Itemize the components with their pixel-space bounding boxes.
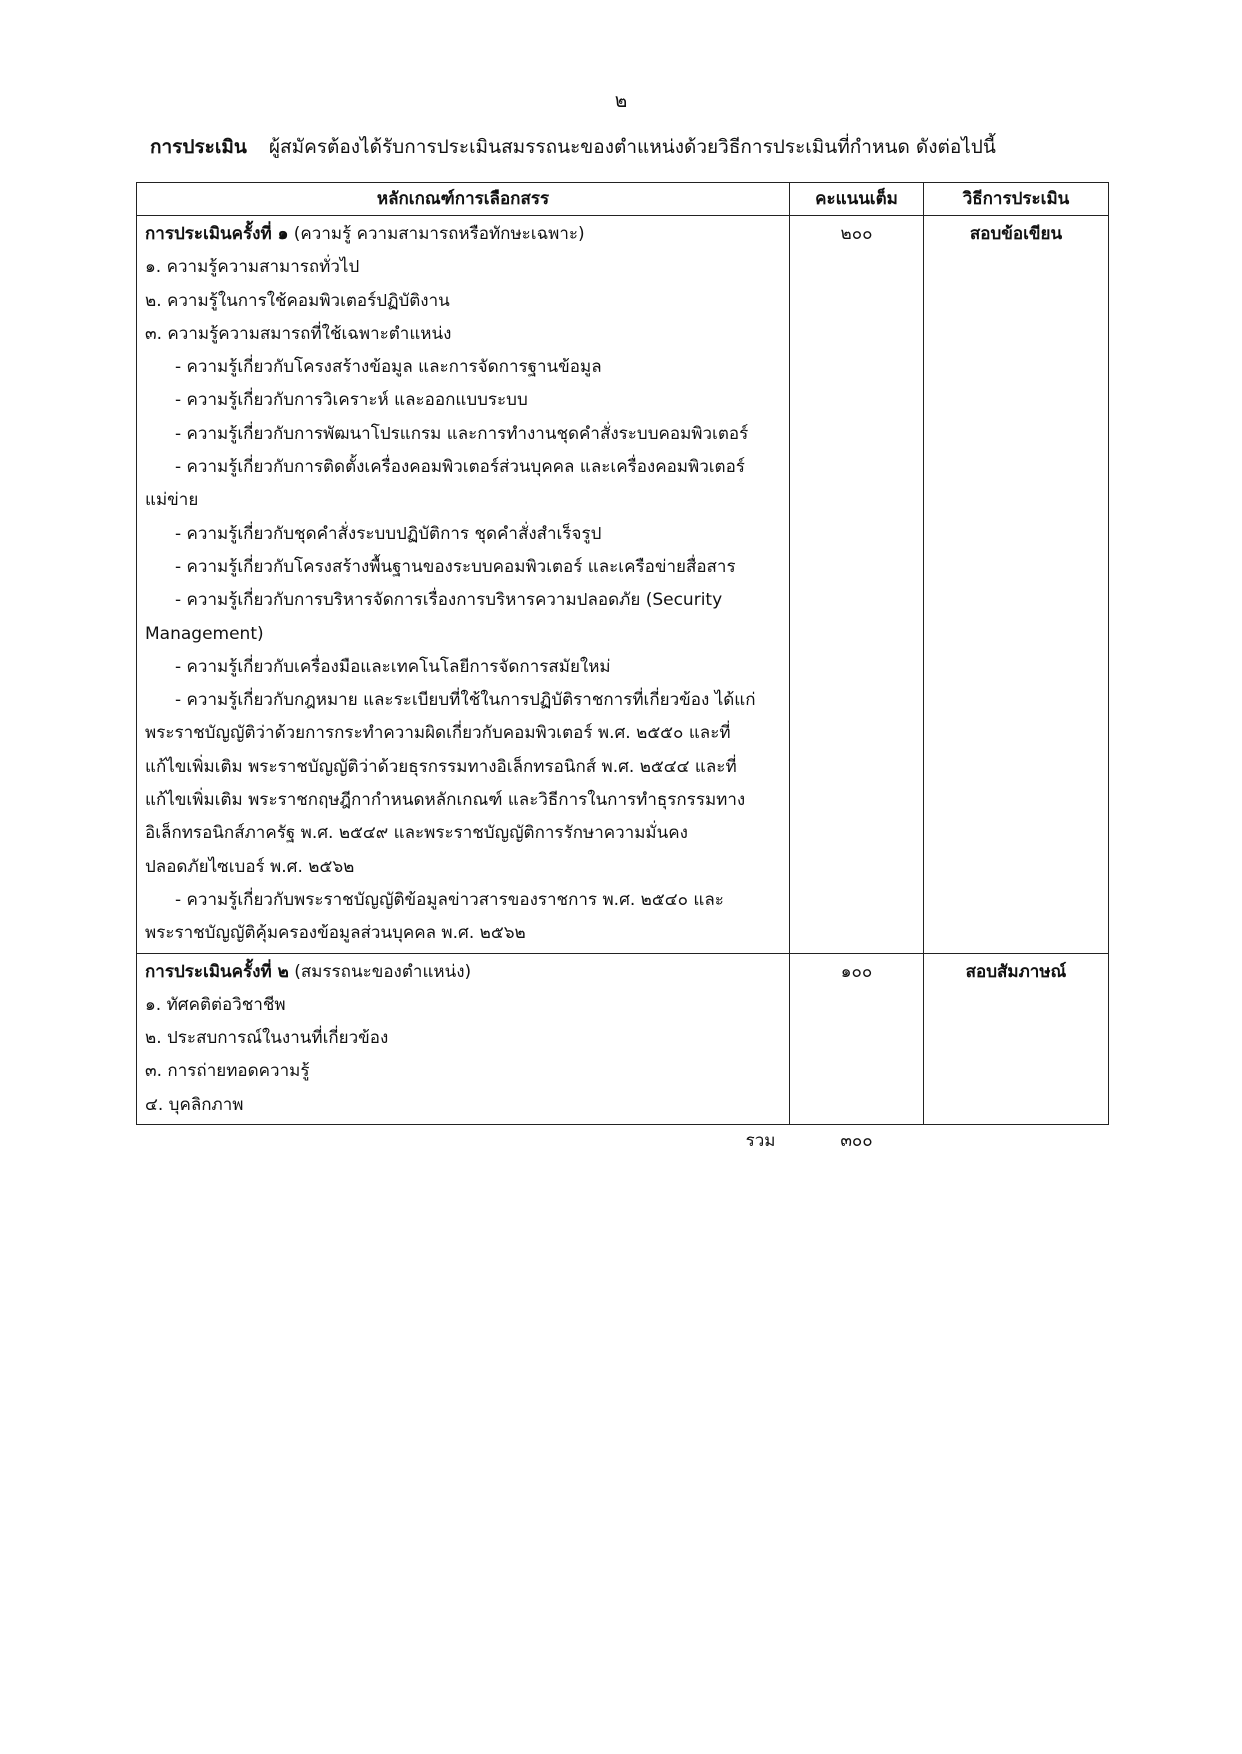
section-1-title-bold: การประเมินครั้งที่ ๑ <box>145 224 289 244</box>
assessment-intro <box>150 132 1110 162</box>
total-label: รวม <box>745 1131 776 1152</box>
criteria-line: ๑. ความรู้ความสามารถทั่วไป <box>145 257 360 278</box>
criteria-line: ๑. ทัศคติต่อวิชาชีพ <box>145 994 286 1015</box>
section-2-criteria <box>137 953 790 1124</box>
section-2-method-cell <box>924 953 1109 1124</box>
total-score: ๓๐๐ <box>840 1131 873 1152</box>
section-2-score: ๑๐๐ <box>840 961 873 982</box>
criteria-line: ๒. ความรู้ในการใช้คอมพิวเตอร์ปฏิบัติงาน <box>145 290 450 311</box>
criteria-line: - ความรู้เกี่ยวกับโครงสร้างพื้นฐานของระบบคอมพิวเตอร์ และเครือข่ายสื่อสาร <box>175 556 736 577</box>
header-method: วิธีการประเมิน <box>924 183 1109 216</box>
criteria-line: แม่ข่าย <box>145 490 199 511</box>
criteria-line: - ความรู้เกี่ยวกับการติดตั้งเครื่องคอมพิวเตอร์ส่วนบุคคล และเครื่องคอมพิวเตอร์ <box>175 457 745 478</box>
section-2-method: สอบสัมภาษณ์ <box>965 961 1067 982</box>
criteria-line: - ความรู้เกี่ยวกับเครื่องมือและเทคโนโลยีการจัดการสมัยใหม่ <box>175 656 611 677</box>
section-2-score-cell <box>790 953 924 1124</box>
section-1-criteria <box>137 216 790 954</box>
criteria-line: ๔. บุคลิกภาพ <box>145 1094 244 1115</box>
selection-criteria-table <box>136 182 1109 1157</box>
criteria-line: - ความรู้เกี่ยวกับการพัฒนาโปรแกรม และการทำงานชุดคำสั่งระบบคอมพิวเตอร์ <box>175 423 749 444</box>
section-1-score: ๒๐๐ <box>840 224 873 244</box>
criteria-line: ๓. การถ่ายทอดความรู้ <box>145 1061 310 1082</box>
criteria-line: - ความรู้เกี่ยวกับการบริหารจัดการเรื่องการบริหารความปลอดภัย (Security <box>175 590 723 611</box>
section-2-title-bold: การประเมินครั้งที่ ๒ <box>145 961 289 982</box>
intro-text: ผู้สมัครต้องได้รับการประเมินสมรรถนะของตำแหน่งด้วยวิธีการประเมินที่กำหนด ดังต่อไปนี้ <box>268 136 996 158</box>
criteria-line: พระราชบัญญัติคุ้มครองข้อมูลส่วนบุคคล พ.ศ. ๒๕๖๒ <box>145 923 526 944</box>
criteria-line: - ความรู้เกี่ยวกับการวิเคราะห์ และออกแบบระบบ <box>175 390 528 411</box>
section-1-score-cell <box>790 216 924 954</box>
section-2-title <box>145 956 783 989</box>
section-2-title-rest: (สมรรถนะของตำแหน่ง) <box>288 961 472 982</box>
criteria-line: อิเล็กทรอนิกส์ภาครัฐ พ.ศ. ๒๕๔๙ และพระราชบัญญัติการรักษาความมั่นคง <box>145 823 688 844</box>
header-criteria: หลักเกณฑ์การเลือกสรร <box>137 183 790 216</box>
criteria-line: ปลอดภัยไซเบอร์ พ.ศ. ๒๕๖๒ <box>145 856 355 877</box>
criteria-line: ๒. ประสบการณ์ในงานที่เกี่ยวข้อง <box>145 1028 389 1049</box>
criteria-line: ๓. ความรู้ความสมารถที่ใช้เฉพาะตำแหน่ง <box>145 323 452 344</box>
section-2-row <box>137 953 1109 1124</box>
criteria-line: - ความรู้เกี่ยวกับพระราชบัญญัติข้อมูลข่าวสารของราชการ พ.ศ. ๒๕๔๐ และ <box>175 889 724 910</box>
section-1-method: สอบข้อเขียน <box>969 224 1063 244</box>
criteria-line: พระราชบัญญัติว่าด้วยการกระทำความผิดเกี่ยวกับคอมพิวเตอร์ พ.ศ. ๒๕๕๐ และที่ <box>145 723 731 744</box>
criteria-line: - ความรู้เกี่ยวกับชุดคำสั่งระบบปฏิบัติการ ชุดคำสั่งสำเร็จรูป <box>175 523 602 544</box>
page-number: ๒ <box>614 90 628 112</box>
section-1-method-cell <box>924 216 1109 954</box>
criteria-line: แก้ไขเพิ่มเติม พระราชกฤษฎีกากำหนดหลักเกณฑ์ และวิธีการในการทำธุรกรรมทาง <box>145 790 746 811</box>
total-row <box>137 1125 1109 1158</box>
section-1-row <box>137 216 1109 954</box>
criteria-line: - ความรู้เกี่ยวกับกฎหมาย และระเบียบที่ใช้ในการปฏิบัติราชการที่เกี่ยวข้อง ได้แก่ <box>175 690 756 711</box>
intro-label: การประเมิน <box>150 136 247 158</box>
total-empty-cell <box>924 1125 1109 1158</box>
section-1-title-rest: (ความรู้ ความสามารถหรือทักษะเฉพาะ) <box>288 224 585 244</box>
criteria-line: - ความรู้เกี่ยวกับโครงสร้างข้อมูล และการจัดการฐานข้อมูล <box>175 357 602 378</box>
criteria-line: Management) <box>145 623 264 644</box>
table-header-row <box>137 183 1109 216</box>
criteria-line: แก้ไขเพิ่มเติม พระราชบัญญัติว่าด้วยธุรกรรมทางอิเล็กทรอนิกส์ พ.ศ. ๒๕๔๔ และที่ <box>145 756 737 777</box>
header-score: คะแนนเต็ม <box>790 183 924 216</box>
section-1-title <box>145 218 783 251</box>
